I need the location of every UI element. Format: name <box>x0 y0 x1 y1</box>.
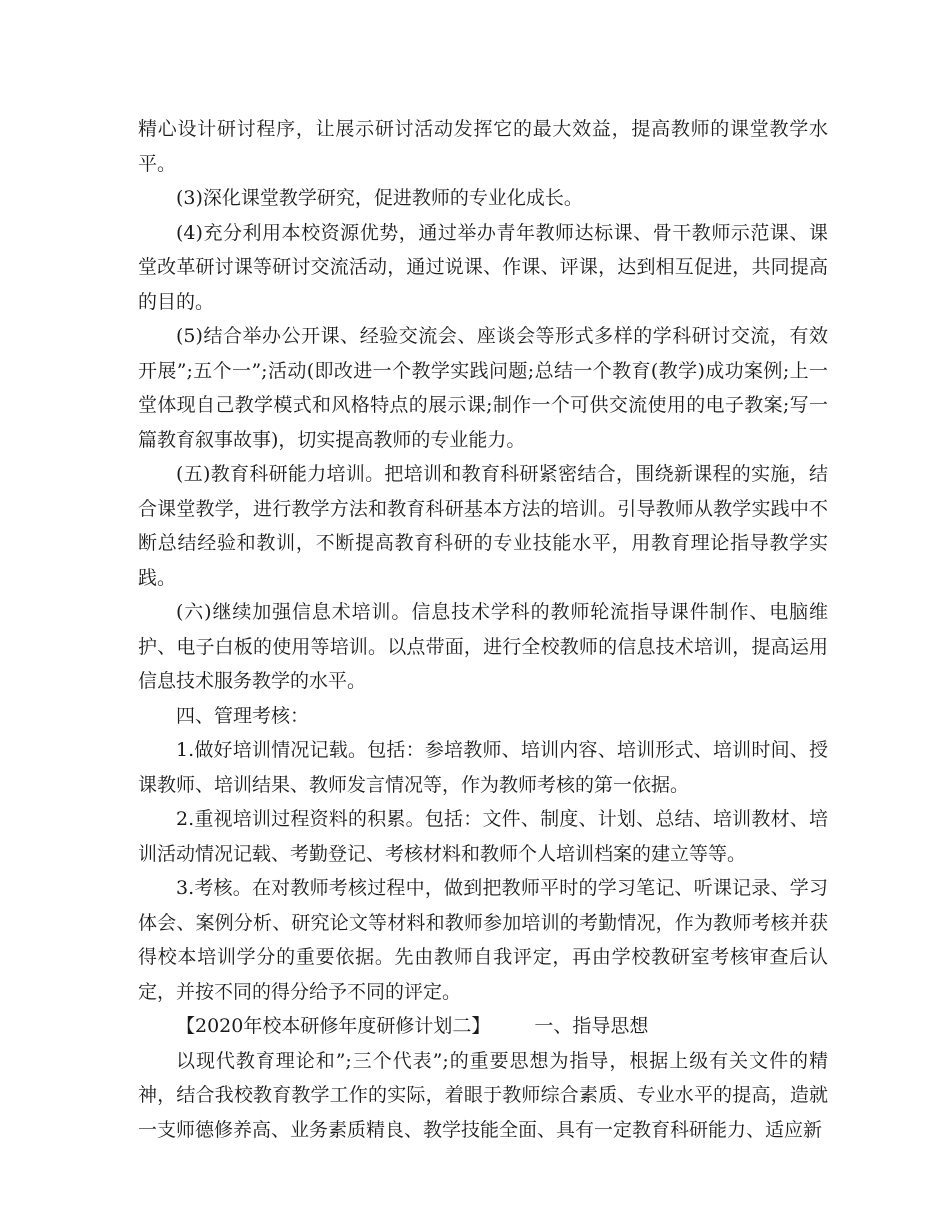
section-heading-line <box>138 1009 828 1044</box>
document-body <box>138 112 828 1147</box>
paragraph-item-5: (5)结合举办公开课、经验交流会、座谈会等形式多样的学科研讨交流，有效开展”;五个一”;活动(即改进一个教学实践问题;总结一个教育(教学)成功案例;上一堂体现自己教学模式和风格特点的展示课;制作一个可供交流使用的电子教案;写一篇教育叙事故事)，切实提高教师的专业能力。 <box>138 325 828 451</box>
paragraph-assessment: 3.考核。在对教师考核过程中，做到把教师平时的学习笔记、听课记录、学习体会、案例分析、研究论文等材料和教师参加培训的考勤情况，作为教师考核并获得校本培训学分的重要依据。先由教师自我评定，再由学校教研室考核审查后认定，并按不同的得分给予不同的评定。 <box>138 877 828 1003</box>
paragraph-guiding-thought: 以现代教育理论和”;三个代表”;的重要思想为指导，根据上级有关文件的精神，结合我校教育教学工作的实际，着眼于教师综合素质、专业水平的提高，造就一支师德修养高、业务素质精良、教学技能全面、具有一定教育科研能力、适应新 <box>138 1049 828 1141</box>
paragraph-item-3: (3)深化课堂教学研究，促进教师的专业化成长。 <box>176 187 583 209</box>
heading-management: 四、管理考核： <box>176 704 310 727</box>
paragraph-record: 1.做好培训情况记载。包括：参培教师、培训内容、培训形式、培训时间、授课教师、培训结果、教师发言情况等，作为教师考核的第一依据。 <box>138 739 828 796</box>
paragraph-item-4: (4)充分利用本校资源优势，通过举办青年教师达标课、骨干教师示范课、课堂改革研讨课等研讨交流活动，通过说课、作课、评课，达到相互促进，共同提高的目的。 <box>138 221 828 313</box>
paragraph-materials: 2.重视培训过程资料的积累。包括：文件、制度、计划、总结、培训教材、培训活动情况记载、考勤登记、考核材料和教师个人培训档案的建立等等。 <box>138 808 828 865</box>
paragraph-it-training: (六)继续加强信息术培训。信息技术学科的教师轮流指导课件制作、电脑维护、电子白板的使用等培训。以点带面，进行全校教师的信息技术培训，提高运用信息技术服务教学的水平。 <box>138 601 828 692</box>
paragraph-continuation: 精心设计研讨程序，让展示研讨活动发挥它的最大效益，提高教师的课堂教学水平。 <box>138 118 828 175</box>
paragraph-research-training: (五)教育科研能力培训。把培训和教育科研紧密结合，围绕新课程的实施，结合课堂教学，进行教学方法和教育科研基本方法的培训。引导教师从教学实践中不断总结经验和教训，不断提高教育科研的专业技能水平，用教育理论指导教学实践。 <box>138 463 828 589</box>
section-title: 【2020年校本研修年度研修计划二】 <box>176 1015 491 1037</box>
section-subtitle: 一、指导思想 <box>534 1015 649 1037</box>
